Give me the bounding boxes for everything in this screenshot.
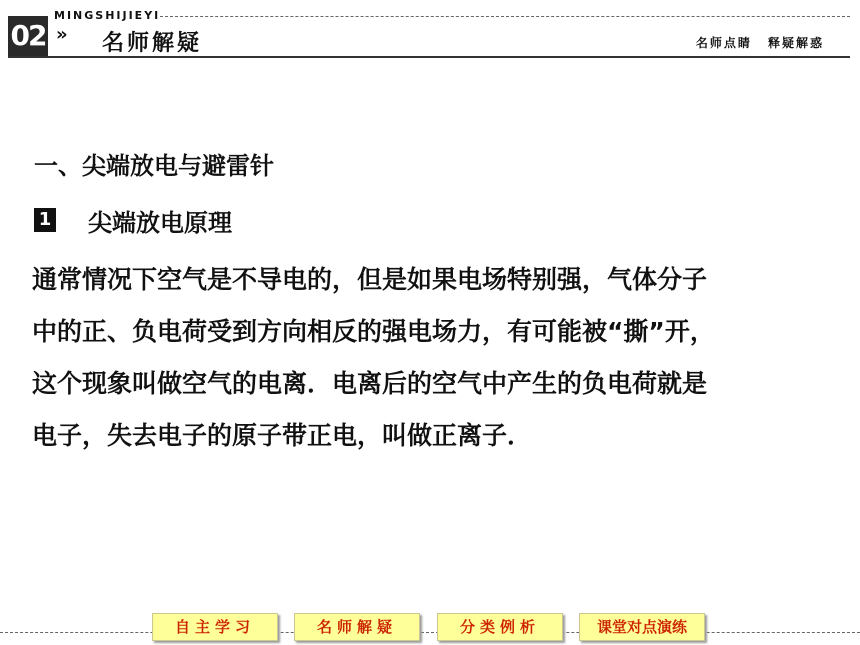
section-code: MINGSHIJIEYI <box>54 9 161 22</box>
double-chevron-icon: » <box>56 24 68 45</box>
header-rule <box>8 56 850 58</box>
paragraph-line: 中的正、负电荷受到方向相反的强电场力，有可能被“撕”开， <box>32 317 715 346</box>
header-title: 名师解疑 <box>102 31 203 56</box>
item-title: 尖端放电原理 <box>88 208 232 237</box>
item-heading <box>34 203 232 237</box>
body-paragraph <box>32 254 822 462</box>
header-dashed-line <box>160 16 850 17</box>
paragraph-line: 这个现象叫做空气的电离．电离后的空气中产生的负电荷就是 <box>32 369 708 398</box>
nav-button-examples[interactable]: 分类例析 <box>437 613 563 641</box>
nav-button-teacher-explain[interactable]: 名师解疑 <box>294 613 420 641</box>
nav-button-self-study[interactable]: 自主学习 <box>152 613 278 641</box>
header-subtitle: 名师点睛 释疑解惑 <box>695 36 824 50</box>
section-number-badge: 02 <box>8 16 48 56</box>
section-title: 一、尖端放电与避雷针 <box>34 152 274 180</box>
nav-button-classroom-practice[interactable]: 课堂对点演练 <box>579 613 705 641</box>
paragraph-line: 通常情况下空气是不导电的，但是如果电场特别强，气体分子 <box>32 265 708 294</box>
item-number-badge: 1 <box>34 208 56 232</box>
footer-dashed-line <box>0 632 860 633</box>
paragraph-line: 电子，失去电子的原子带正电，叫做正离子． <box>32 421 533 450</box>
